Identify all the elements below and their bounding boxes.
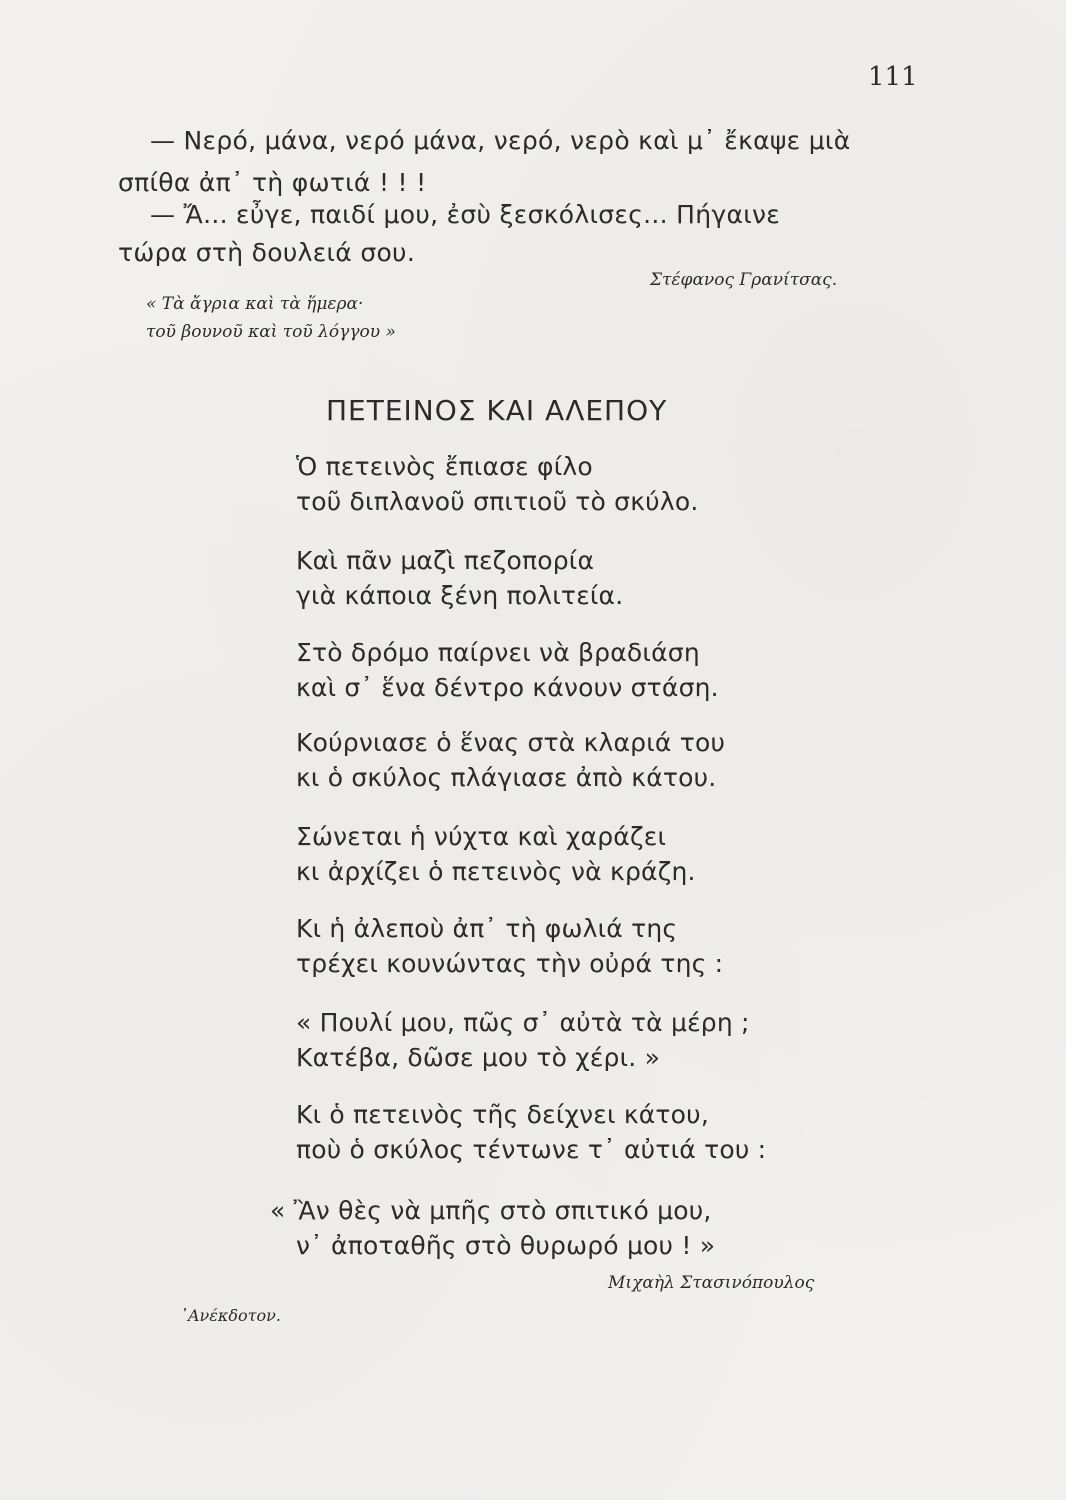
- verse-line: καὶ σ᾽ ἕνα δέντρο κάνουν στάση.: [296, 673, 719, 702]
- epigraph-line: « Τὰ ἄγρια καὶ τὰ ἥμερα·: [146, 294, 364, 314]
- verse-line: ν᾽ ἀποταθῆς στὸ θυρωρό μου ! »: [296, 1231, 716, 1260]
- verse-line: « Ἂν θὲς νὰ μπῆς στὸ σπιτικό μου,: [270, 1196, 712, 1225]
- verse-line: Ὁ πετεινὸς ἔπιασε φίλο: [296, 452, 593, 481]
- epigraph-line: τοῦ βουνοῦ καὶ τοῦ λόγγου »: [146, 322, 396, 342]
- verse-line: Στὸ δρόμο παίρνει νὰ βραδιάση: [296, 638, 700, 667]
- verse-line: τρέχει κουνώντας τὴν οὐρά της :: [296, 949, 724, 978]
- author-signature: Στέφανος Γρανίτσας.: [650, 270, 838, 290]
- poem-title: ΠΕΤΕΙΝΟΣ ΚΑΙ ΑΛΕΠΟΥ: [326, 394, 668, 427]
- verse-line: γιὰ κάποια ξένη πολιτεία.: [296, 581, 624, 610]
- verse-line: κι ὁ σκύλος πλάγιασε ἀπὸ κάτου.: [296, 763, 717, 792]
- prose-line: σπίθα ἀπ᾽ τὴ φωτιά ! ! !: [118, 168, 427, 197]
- page-number: 111: [868, 62, 918, 92]
- prose-line: τώρα στὴ δουλειά σου.: [118, 238, 416, 267]
- verse-line: τοῦ διπλανοῦ σπιτιοῦ τὸ σκύλο.: [296, 487, 699, 516]
- author-signature: Μιχαὴλ Στασινόπουλος: [608, 1273, 815, 1293]
- verse-line: Κατέβα, δῶσε μου τὸ χέρι. »: [296, 1043, 661, 1072]
- verse-line: Σώνεται ἡ νύχτα καὶ χαράζει: [296, 822, 667, 851]
- verse-line: Καὶ πᾶν μαζὶ πεζοπορία: [296, 546, 595, 575]
- verse-line: Κούρνιασε ὁ ἕνας στὰ κλαριά του: [296, 728, 726, 757]
- verse-line: ποὺ ὁ σκύλος τέντωνε τ᾽ αὐτιά του :: [296, 1135, 767, 1164]
- prose-line: — Ἄ... εὖγε, παιδί μου, ἐσὺ ξεσκόλισες... Πήγαινε: [150, 200, 781, 229]
- verse-line: « Πουλί μου, πῶς σ᾽ αὐτὰ τὰ μέρη ;: [296, 1008, 750, 1037]
- footnote: ᾽Ανέκδοτον.: [180, 1306, 281, 1325]
- prose-line: — Νερό, μάνα, νερό μάνα, νερό, νερὸ καὶ μ᾽ ἔκαψε μιὰ: [150, 126, 851, 155]
- verse-line: Κι ἡ ἀλεποὺ ἀπ᾽ τὴ φωλιά της: [296, 914, 678, 943]
- verse-line: κι ἀρχίζει ὁ πετεινὸς νὰ κράζη.: [296, 857, 696, 886]
- verse-line: Κι ὁ πετεινὸς τῆς δείχνει κάτου,: [296, 1100, 709, 1129]
